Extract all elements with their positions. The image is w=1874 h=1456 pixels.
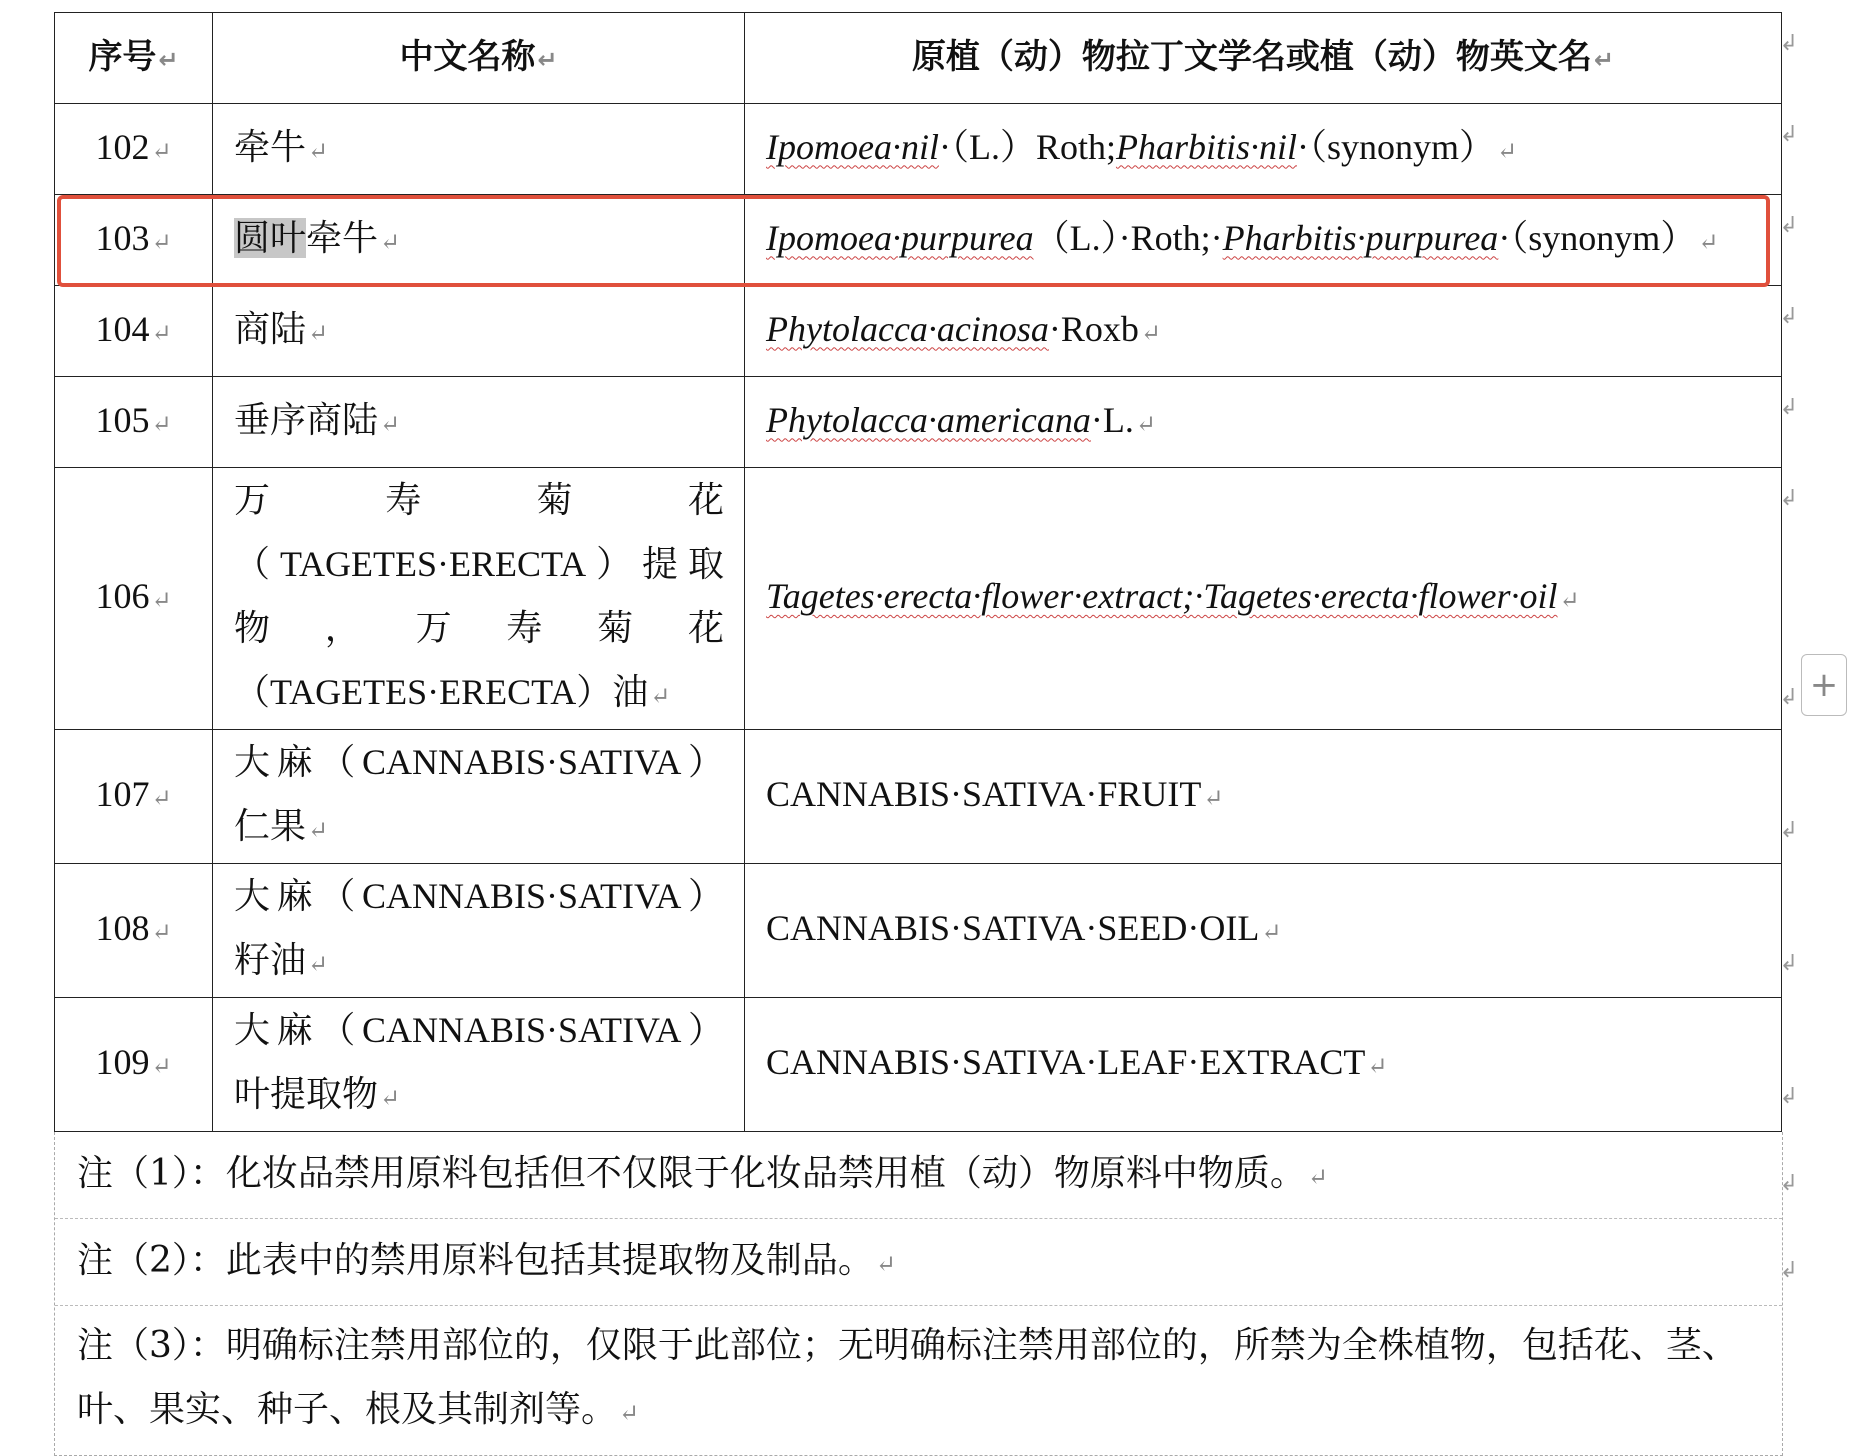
cell-latin-name[interactable]: CANNABIS·SATIVA·SEED·OIL↵ bbox=[745, 864, 1782, 998]
table-row bbox=[55, 998, 1782, 1132]
cell-cn-name[interactable]: 大麻（CANNABIS·SATIVA）仁果↵ bbox=[213, 730, 745, 864]
cell-num[interactable]: 107↵ bbox=[55, 730, 213, 864]
row-end-mark: ↲ bbox=[1779, 394, 1798, 420]
cell-cn-name[interactable]: 万寿菊花（TAGETES·ERECTA）提取物，万寿菊花（TAGETES·ERECTA）油↵ bbox=[213, 468, 745, 730]
cell-latin-name[interactable]: Phytolacca·acinosa·Roxb↵ bbox=[745, 286, 1782, 377]
table-row bbox=[55, 864, 1782, 998]
selected-text: 圆叶 bbox=[234, 217, 307, 258]
cell-num[interactable]: 108↵ bbox=[55, 864, 213, 998]
header-num[interactable]: 序号↵ bbox=[55, 13, 213, 104]
header-cn-name[interactable]: 中文名称↵ bbox=[213, 13, 745, 104]
cell-cn-name[interactable]: 商陆↵ bbox=[213, 286, 745, 377]
row-end-mark: ↲ bbox=[1779, 212, 1798, 238]
plus-icon: + bbox=[1809, 665, 1839, 705]
cell-num[interactable]: 104↵ bbox=[55, 286, 213, 377]
note-1[interactable]: 注（1）：化妆品禁用原料包括但不仅限于化妆品禁用植（动）物原料中物质。↵ bbox=[55, 1132, 1782, 1219]
table-row bbox=[55, 377, 1782, 468]
cell-latin-name[interactable]: CANNABIS·SATIVA·LEAF·EXTRACT↵ bbox=[745, 998, 1782, 1132]
row-end-mark: ↲ bbox=[1779, 30, 1798, 56]
cell-num[interactable]: 102↵ bbox=[55, 104, 213, 195]
cell-cn-name[interactable]: 大麻（CANNABIS·SATIVA）籽油↵ bbox=[213, 864, 745, 998]
cell-latin-name[interactable]: Ipomoea·nil·（L.）Roth;Pharbitis·nil·（synonym）↵ bbox=[745, 104, 1782, 195]
cell-latin-name[interactable]: CANNABIS·SATIVA·FRUIT↵ bbox=[745, 730, 1782, 864]
row-end-mark: ↲ bbox=[1779, 1171, 1798, 1196]
cell-num[interactable]: 105↵ bbox=[55, 377, 213, 468]
table-row bbox=[55, 195, 1782, 286]
table-row bbox=[55, 468, 1782, 730]
row-end-mark: ↲ bbox=[1779, 303, 1798, 329]
cell-latin-name[interactable]: Phytolacca·americana·L.↵ bbox=[745, 377, 1782, 468]
row-end-mark: ↲ bbox=[1779, 485, 1798, 511]
header-latin-name[interactable]: 原植（动）物拉丁文学名或植（动）物英文名↵ bbox=[745, 13, 1782, 104]
cell-num[interactable]: 109↵ bbox=[55, 998, 213, 1132]
table-row bbox=[55, 104, 1782, 195]
cell-num[interactable]: 106↵ bbox=[55, 468, 213, 730]
cell-num[interactable]: 103↵ bbox=[55, 195, 213, 286]
row-end-mark: ↲ bbox=[1779, 817, 1798, 843]
row-end-mark: ↲ bbox=[1779, 950, 1798, 976]
cell-latin-name[interactable]: Tagetes·erecta·flower·extract;·Tagetes·erecta·flower·oil↵ bbox=[745, 468, 1782, 730]
document-page bbox=[54, 12, 1781, 1456]
banned-ingredients-table bbox=[54, 12, 1782, 1132]
row-end-mark: ↲ bbox=[1779, 121, 1798, 147]
table-header-row bbox=[55, 13, 1782, 104]
cell-cn-name[interactable]: 垂序商陆↵ bbox=[213, 377, 745, 468]
note-2[interactable]: 注（2）：此表中的禁用原料包括其提取物及制品。↵ bbox=[55, 1219, 1782, 1306]
cell-latin-name[interactable]: Ipomoea·purpurea（L.）·Roth;·Pharbitis·purpurea·（synonym）↵ bbox=[745, 195, 1782, 286]
cell-cn-name[interactable]: 牵牛↵ bbox=[213, 104, 745, 195]
add-row-button[interactable] bbox=[1801, 654, 1847, 716]
cell-cn-name[interactable]: 圆叶牵牛↵ bbox=[213, 195, 745, 286]
row-end-mark: ↲ bbox=[1779, 684, 1798, 710]
table-row bbox=[55, 730, 1782, 864]
cell-cn-name[interactable]: 大麻（CANNABIS·SATIVA）叶提取物↵ bbox=[213, 998, 745, 1132]
notes-section bbox=[54, 1132, 1783, 1456]
row-end-mark: ↲ bbox=[1779, 1084, 1798, 1109]
note-3[interactable]: 注（3）：明确标注禁用部位的，仅限于此部位；无明确标注禁用部位的，所禁为全株植物，包括花、茎、叶、果实、种子、根及其制剂等。↵ bbox=[77, 1325, 1738, 1430]
row-end-mark: ↲ bbox=[1779, 1258, 1798, 1283]
table-row bbox=[55, 286, 1782, 377]
